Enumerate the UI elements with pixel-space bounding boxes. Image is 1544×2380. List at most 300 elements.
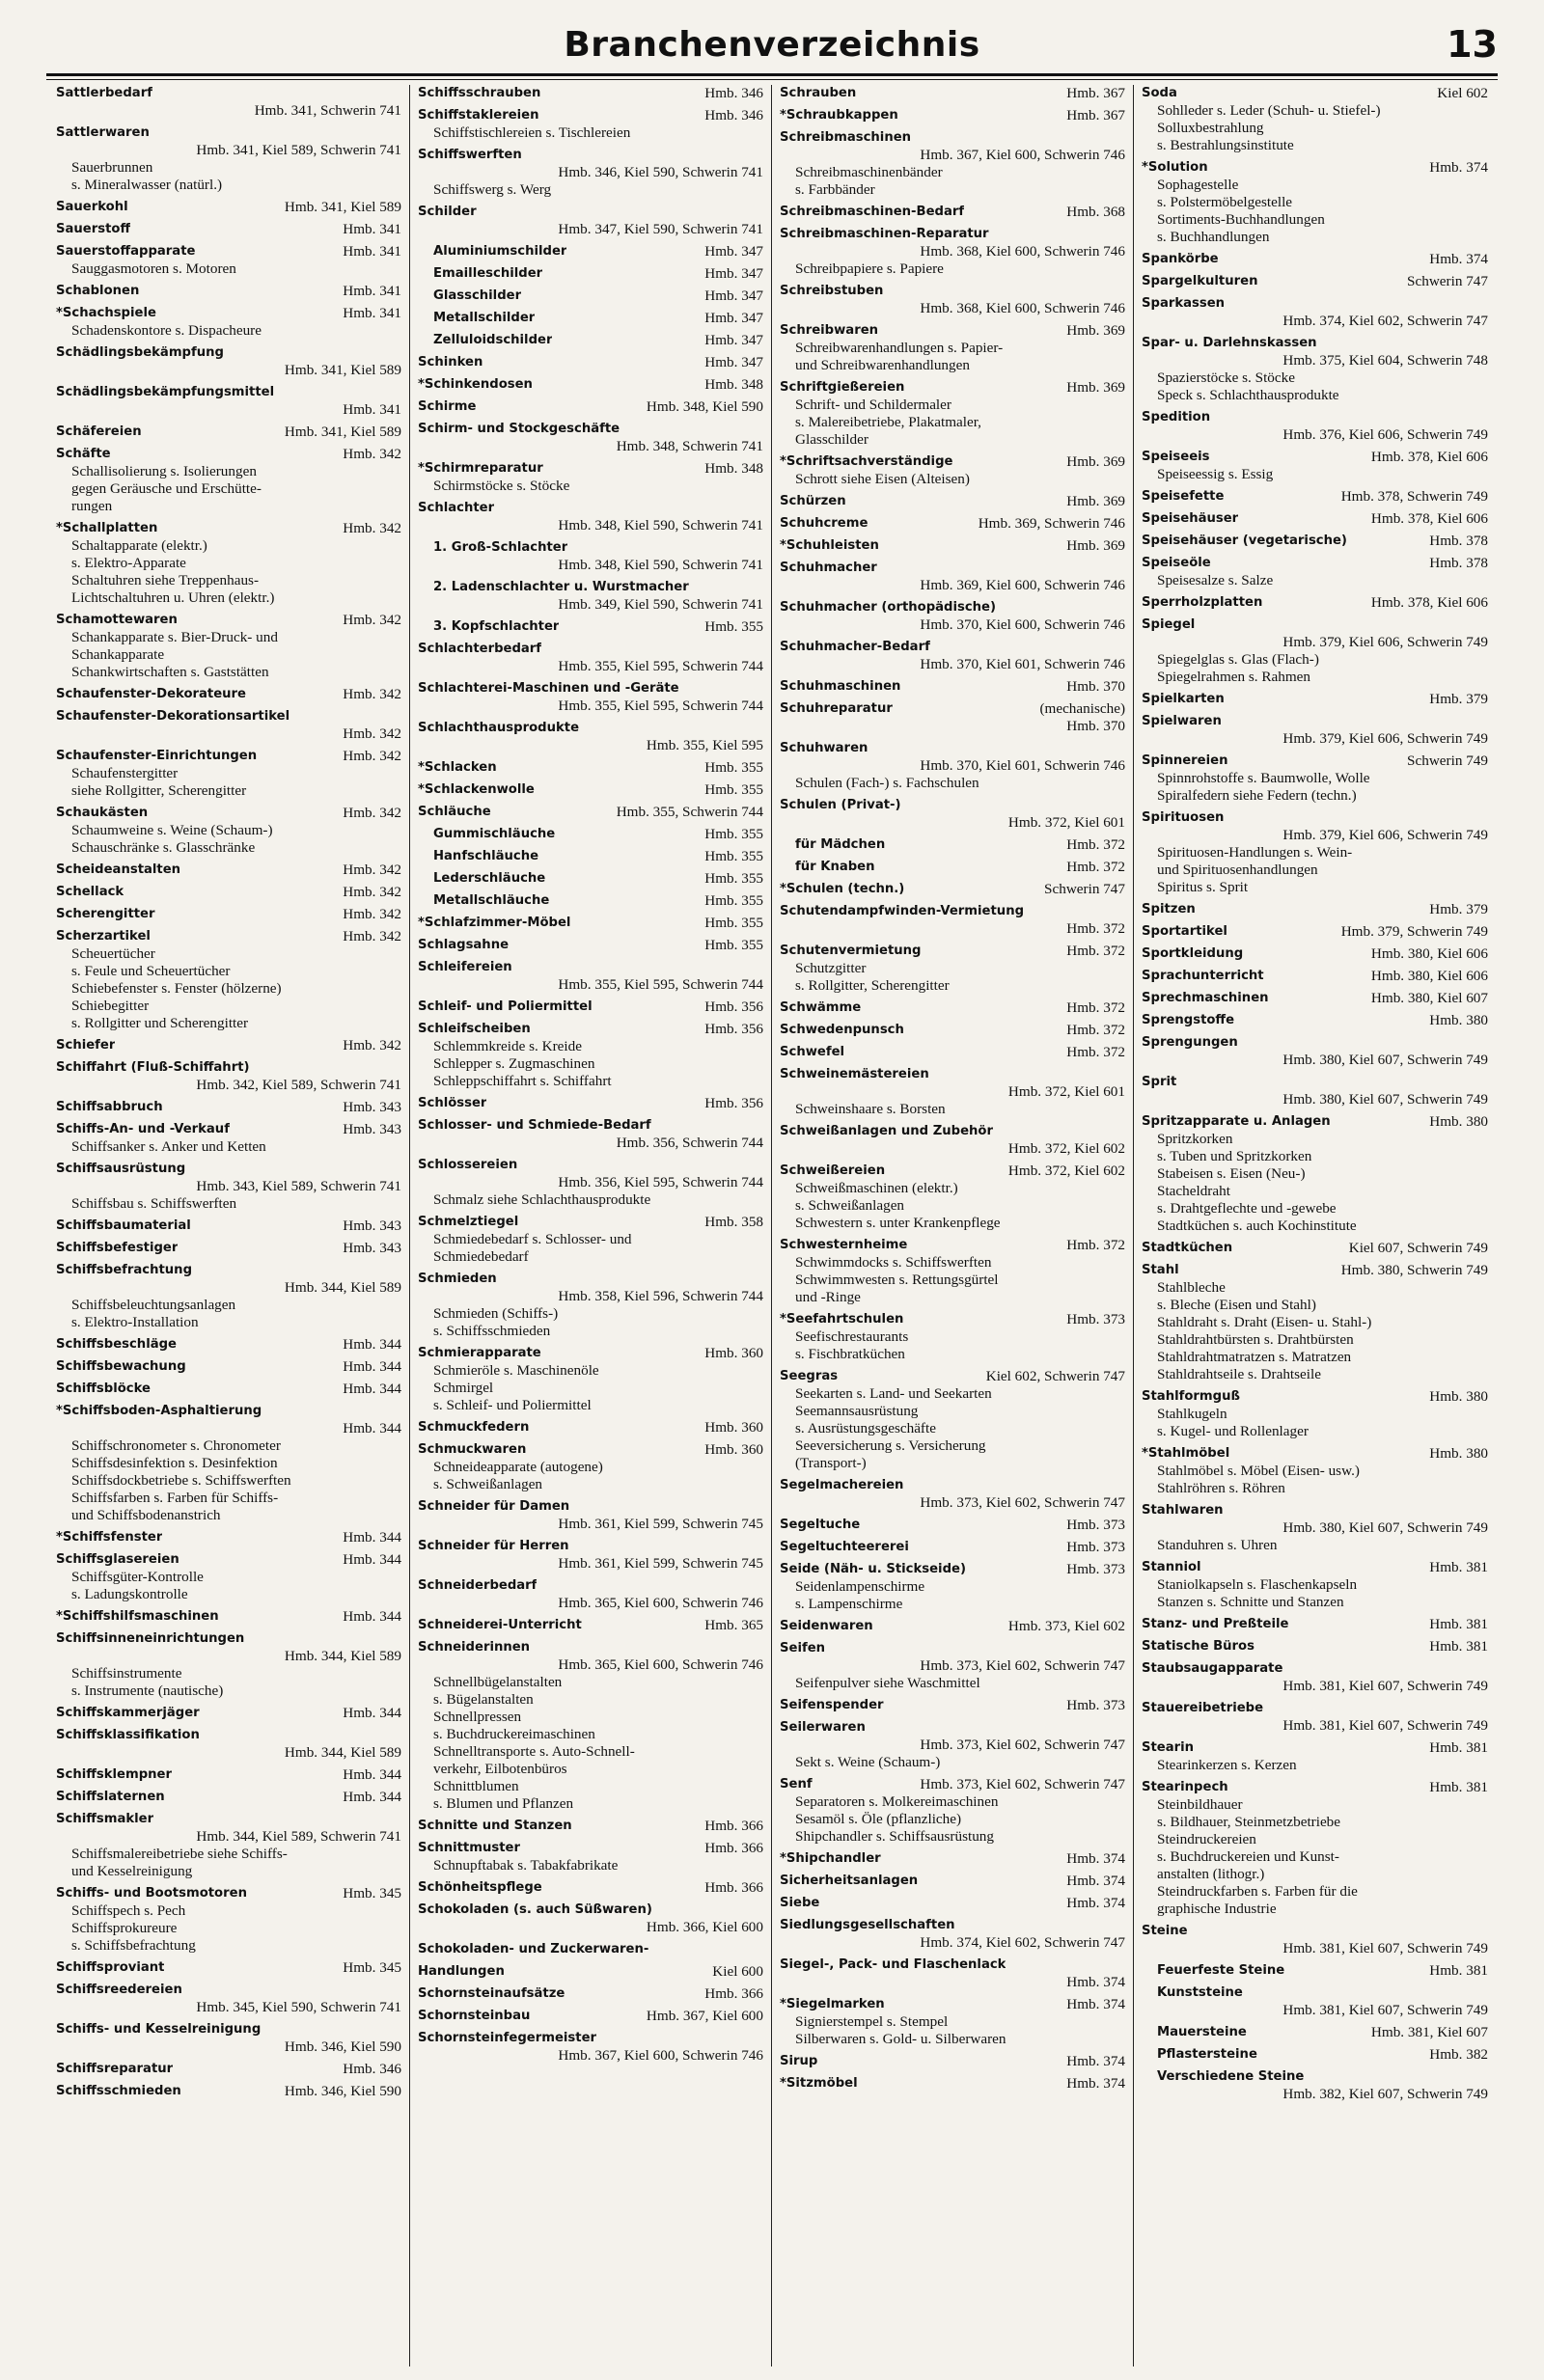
entry-heading: Metallschilder xyxy=(433,311,536,325)
entry-page-ref: Hmb. 345, Kiel 590, Schwerin 741 xyxy=(196,1999,401,2015)
entry-note: Steindruckereien xyxy=(1157,1831,1256,1847)
entry-note: Seemannsausrüstung xyxy=(795,1403,919,1419)
entry-heading-line xyxy=(1142,1074,1488,1091)
directory-entry xyxy=(418,870,763,888)
entry-heading: 1. Groß-Schlachter xyxy=(433,540,568,555)
entry-page-ref: Hmb. 366 xyxy=(704,1985,763,2002)
entry-note: Sauerbrunnen xyxy=(71,159,153,176)
entry-heading: Schmierapparate xyxy=(418,1346,541,1360)
directory-entry xyxy=(780,1539,1125,1556)
entry-note: Schiffspech s. Pech xyxy=(71,1902,186,1919)
entry-heading-line xyxy=(780,1873,1125,1890)
directory-entry xyxy=(418,2030,763,2065)
directory-entry xyxy=(56,124,401,194)
directory-entry xyxy=(418,826,763,843)
entry-heading: Spiegel xyxy=(1142,617,1196,632)
entry-page-ref: Hmb. 342 xyxy=(343,805,401,821)
directory-entry xyxy=(780,678,1125,696)
directory-entry xyxy=(56,85,401,120)
entry-heading-line xyxy=(56,1121,401,1138)
entry-heading: Schiffahrt (Fluß-Schiffahrt) xyxy=(56,1060,250,1075)
entry-page-ref: Hmb. 355 xyxy=(704,618,763,635)
entry-note: s. Blumen und Pflanzen xyxy=(433,1795,574,1812)
entry-page-ref: Hmb. 372 xyxy=(1066,999,1125,1016)
entry-heading: Siedlungsgesellschaften xyxy=(780,1918,955,1932)
entry-heading: Seilerwaren xyxy=(780,1720,866,1735)
header-rule xyxy=(46,73,1498,76)
entry-heading-line xyxy=(780,322,1125,340)
directory-entry xyxy=(418,287,763,305)
directory-entry xyxy=(56,1381,401,1398)
directory-entry xyxy=(780,537,1125,555)
entry-heading-line xyxy=(418,680,763,698)
entry-heading-line xyxy=(1142,1779,1488,1796)
directory-entry xyxy=(56,1099,401,1116)
directory-entry xyxy=(418,1214,763,1266)
entry-heading: Schuhmaschinen xyxy=(780,679,901,694)
entry-note: s. Elektro-Installation xyxy=(71,1314,199,1330)
entry-heading: Schwämme xyxy=(780,1000,862,1015)
entry-heading-line xyxy=(56,1059,401,1077)
entry-heading: Schiffsbefrachtung xyxy=(56,1263,193,1277)
entry-page-ref: Hmb. 344 xyxy=(343,1420,401,1436)
entry-page-ref: Hmb. 378, Kiel 606 xyxy=(1370,594,1488,611)
entry-heading: Schlachterbedarf xyxy=(418,642,542,656)
entry-page-ref: Hmb. 346, Kiel 590, Schwerin 741 xyxy=(558,164,763,180)
entry-heading-line xyxy=(56,2083,401,2100)
entry-heading-line xyxy=(780,1996,1125,2013)
entry-heading: Schreibmaschinen xyxy=(780,130,912,145)
column-4 xyxy=(1134,85,1496,2366)
entry-page-ref: Hmb. 375, Kiel 604, Schwerin 748 xyxy=(1282,352,1488,369)
entry-note: Schmieröle s. Maschinenöle xyxy=(433,1362,599,1379)
entry-heading: Schönheitspflege xyxy=(418,1880,542,1895)
entry-heading: Metallschläuche xyxy=(433,893,550,908)
entry-heading-line xyxy=(56,344,401,362)
entry-heading: Schuhmacher-Bedarf xyxy=(780,640,930,654)
entry-page-ref: Hmb. 366 xyxy=(704,1818,763,1834)
entry-heading-line xyxy=(780,1776,1125,1793)
entry-heading-line xyxy=(418,2008,763,2025)
entry-heading: *Schlafzimmer-Möbel xyxy=(418,916,571,930)
entry-heading: Stahlformguß xyxy=(1142,1389,1240,1404)
entry-page-ref: Hmb. 342 xyxy=(343,612,401,628)
entry-heading: Stauereibetriebe xyxy=(1142,1701,1264,1715)
entry-note: Spinnrohstoffe s. Baumwolle, Wolle xyxy=(1157,770,1370,786)
directory-entry xyxy=(418,1985,763,2003)
entry-page-ref: Hmb. 344, Kiel 589 xyxy=(284,1648,401,1664)
entry-heading: *Shipchandler xyxy=(780,1851,881,1866)
entry-heading-line xyxy=(780,1539,1125,1556)
entry-heading: Schellack xyxy=(56,885,124,899)
entry-page-ref: Hmb. 372 xyxy=(1066,920,1125,937)
directory-entry xyxy=(418,959,763,994)
entry-page-ref: Hmb. 374 xyxy=(1066,1873,1125,1889)
entry-heading: Schäfereien xyxy=(56,424,142,439)
directory-entry xyxy=(780,1022,1125,1039)
directory-entry xyxy=(418,915,763,932)
entry-page-ref: Hmb. 361, Kiel 599, Schwerin 745 xyxy=(558,1555,763,1572)
entry-note: Schnellbügelanstalten xyxy=(433,1674,563,1690)
entry-heading-line xyxy=(780,903,1125,920)
directory-entry xyxy=(1142,1034,1488,1069)
entry-heading: 2. Ladenschlachter u. Wurstmacher xyxy=(433,580,689,594)
entry-note: s. Malereibetriebe, Plakatmaler, xyxy=(795,414,981,430)
entry-heading: Schiffsbaumaterial xyxy=(56,1218,191,1233)
directory-entry xyxy=(780,1895,1125,1912)
entry-heading: Schiffslaternen xyxy=(56,1790,165,1804)
directory-entry xyxy=(418,460,763,495)
entry-page-ref: Hmb. 380 xyxy=(1429,1113,1488,1130)
directory-entry xyxy=(56,906,401,923)
entry-page-ref: Hmb. 381 xyxy=(1429,1739,1488,1756)
entry-page-ref: Hmb. 373, Kiel 602 xyxy=(1007,1618,1125,1634)
entry-page-ref: Hmb. 345 xyxy=(343,1959,401,1976)
entry-heading: *Schiffsboden-Asphaltierung xyxy=(56,1404,262,1418)
entry-heading-line xyxy=(780,943,1125,960)
entry-page-ref: Hmb. 348, Kiel 590 xyxy=(646,398,763,415)
page-header xyxy=(46,21,1498,71)
entry-heading: Seifen xyxy=(780,1641,826,1655)
entry-page-ref: Hmb. 373 xyxy=(1066,1517,1125,1533)
entry-heading: Segelmachereien xyxy=(780,1478,904,1492)
entry-heading: Schneider für Herren xyxy=(418,1539,569,1553)
entry-page-ref: Hmb. 344, Kiel 589 xyxy=(284,1279,401,1296)
entry-page-ref: Hmb. 342 xyxy=(343,748,401,764)
directory-entry xyxy=(418,421,763,455)
entry-note: Schmiedebedarf xyxy=(433,1248,529,1265)
entry-page-ref: Hmb. 373, Kiel 602, Schwerin 747 xyxy=(920,1657,1125,1674)
entry-note: Schiffsinstrumente xyxy=(71,1665,182,1682)
entry-page-ref: Hmb. 361, Kiel 599, Schwerin 745 xyxy=(558,1516,763,1532)
directory-entry xyxy=(1142,488,1488,506)
entry-heading-line xyxy=(418,1117,763,1135)
entry-note: Schiffsanker s. Anker und Ketten xyxy=(71,1138,266,1155)
directory-entry xyxy=(1142,1502,1488,1554)
entry-heading: Schiffsproviant xyxy=(56,1960,165,1975)
directory-entry xyxy=(780,204,1125,221)
entry-note: s. Fischbratküchen xyxy=(795,1346,905,1362)
entry-page-ref: Hmb. 341, Kiel 589 xyxy=(284,424,401,440)
entry-heading-line xyxy=(780,1477,1125,1494)
entry-heading: Scherzartikel xyxy=(56,929,151,944)
entry-page-ref: Hmb. 374 xyxy=(1066,1974,1125,1990)
entry-heading: Schneiderei-Unterricht xyxy=(418,1618,582,1632)
entry-note: Sophagestelle xyxy=(1157,177,1239,193)
entry-heading-line xyxy=(56,805,401,822)
directory-entry xyxy=(1142,945,1488,963)
entry-heading-line xyxy=(418,1818,763,1835)
entry-heading: Schiffsschmieden xyxy=(56,2084,181,2098)
entry-note: Schnellpressen xyxy=(433,1709,522,1725)
entry-heading: Glasschilder xyxy=(433,288,522,303)
entry-note: s. Feule und Scheuertücher xyxy=(71,963,231,979)
directory-entry xyxy=(56,520,401,607)
entry-page-ref: Hmb. 380, Kiel 606 xyxy=(1370,968,1488,984)
entry-heading: Hanfschläuche xyxy=(433,849,539,863)
entry-page-ref: Hmb. 346, Kiel 590 xyxy=(284,2038,401,2055)
directory-entry xyxy=(1142,713,1488,748)
entry-page-ref: Hmb. 367 xyxy=(1066,85,1125,101)
entry-heading: Siebe xyxy=(780,1896,820,1910)
entry-heading: *Seefahrtschulen xyxy=(780,1312,904,1327)
entry-page-ref: Hmb. 367, Kiel 600, Schwerin 746 xyxy=(920,147,1125,163)
entry-heading-line xyxy=(418,354,763,371)
entry-heading-line xyxy=(56,1959,401,1977)
directory-entry xyxy=(1142,1700,1488,1735)
entry-note: s. Lampenschirme xyxy=(795,1596,903,1612)
entry-heading: Schleifereien xyxy=(418,960,512,974)
entry-heading: Schamottewaren xyxy=(56,613,178,627)
entry-note: s. Bügelanstalten xyxy=(433,1691,534,1708)
entry-note: s. Drahtgeflechte und -gewebe xyxy=(1157,1200,1337,1217)
directory-entry xyxy=(780,1618,1125,1635)
entry-heading: Schweißanlagen und Zubehör xyxy=(780,1124,994,1138)
entry-heading-line xyxy=(1142,335,1488,352)
entry-heading-line xyxy=(780,1640,1125,1657)
entry-page-ref: Hmb. 374 xyxy=(1429,159,1488,176)
entry-note: Schnupftabak s. Tabakfabrikate xyxy=(433,1857,619,1874)
directory-entry xyxy=(780,1640,1125,1692)
entry-heading-line xyxy=(1142,2046,1488,2064)
entry-page-ref: Hmb. 378, Schwerin 749 xyxy=(1340,488,1488,505)
entry-page-ref: Hmb. 356 xyxy=(704,999,763,1015)
directory-entry xyxy=(56,1240,401,1257)
directory-entry xyxy=(418,1095,763,1112)
entry-heading-line xyxy=(1142,1445,1488,1463)
directory-entry xyxy=(780,107,1125,124)
entry-heading: Schornsteinbau xyxy=(418,2009,531,2023)
entry-page-ref: Hmb. 345 xyxy=(343,1885,401,1901)
entry-page-ref: Hmb. 344 xyxy=(343,1551,401,1568)
entry-note: Schlepper s. Zugmaschinen xyxy=(433,1055,595,1072)
entry-page-ref: Kiel 602, Schwerin 747 xyxy=(985,1368,1125,1384)
entry-heading: Stanniol xyxy=(1142,1560,1201,1574)
entry-page-ref: Hmb. 347 xyxy=(704,332,763,348)
entry-heading-line xyxy=(1142,488,1488,506)
entry-note: Stahlröhren s. Röhren xyxy=(1157,1480,1285,1496)
entry-page-ref: Hmb. 381, Kiel 607, Schwerin 749 xyxy=(1282,1678,1488,1694)
entry-page-ref: Hmb. 346 xyxy=(704,107,763,123)
entry-heading: Schuhwaren xyxy=(780,741,868,755)
entry-heading: Seidenwaren xyxy=(780,1619,873,1633)
entry-page-ref: Hmb. 341, Kiel 589 xyxy=(284,199,401,215)
entry-heading-line xyxy=(418,1901,763,1919)
entry-heading-line xyxy=(56,384,401,401)
directory-entry xyxy=(418,1941,763,1958)
entry-heading-line xyxy=(1142,1700,1488,1717)
entry-heading: Schleifscheiben xyxy=(418,1022,531,1036)
entry-heading-line xyxy=(418,1157,763,1174)
entry-note: Stadtküchen s. auch Kochinstitute xyxy=(1157,1217,1357,1234)
entry-heading-line xyxy=(418,1617,763,1634)
entry-heading: Schneiderbedarf xyxy=(418,1578,538,1593)
entry-heading-line xyxy=(780,1311,1125,1328)
entry-note: s. Mineralwasser (natürl.) xyxy=(71,177,223,193)
entry-note: s. Schweißanlagen xyxy=(433,1476,543,1492)
entry-heading-line xyxy=(780,1022,1125,1039)
directory-entry xyxy=(56,1630,401,1700)
entry-heading-line xyxy=(418,398,763,416)
entry-heading: Stearinpech xyxy=(1142,1780,1228,1794)
directory-entry xyxy=(56,1121,401,1156)
entry-note: Schmieden (Schiffs-) xyxy=(433,1305,559,1322)
entry-heading-line xyxy=(1142,752,1488,770)
entry-heading-line xyxy=(56,1037,401,1054)
entry-heading-line xyxy=(56,1358,401,1376)
entry-heading-line xyxy=(780,881,1125,898)
directory-entry xyxy=(780,1044,1125,1061)
directory-entry xyxy=(780,1311,1125,1363)
entry-note: Schreibpapiere s. Papiere xyxy=(795,260,944,277)
directory-entry xyxy=(780,903,1125,938)
entry-page-ref: Hmb. 358 xyxy=(704,1214,763,1230)
entry-heading: Schiffskammerjäger xyxy=(56,1706,200,1720)
directory-entry xyxy=(418,332,763,349)
entry-heading-line xyxy=(56,1608,401,1626)
entry-heading: Verschiedene Steine xyxy=(1157,2069,1305,2084)
entry-note: Spiralfedern siehe Federn (techn.) xyxy=(1157,787,1357,804)
entry-note: Speck s. Schlachthausprodukte xyxy=(1157,387,1339,403)
entry-page-ref: Hmb. 346 xyxy=(343,2061,401,2077)
entry-note: Shipchandler s. Schiffsausrüstung xyxy=(795,1828,994,1845)
entry-note: Standuhren s. Uhren xyxy=(1157,1537,1278,1553)
directory-entry xyxy=(1142,809,1488,896)
entry-page-ref: Hmb. 380, Kiel 607, Schwerin 749 xyxy=(1282,1052,1488,1068)
directory-entry xyxy=(1142,1779,1488,1918)
entry-note: Schreibmaschinenbänder xyxy=(795,164,943,180)
entry-note: Schankwirtschaften s. Gaststätten xyxy=(71,664,269,680)
entry-heading: Segeltuchteererei xyxy=(780,1540,909,1554)
entry-note: graphische Industrie xyxy=(1157,1901,1277,1917)
directory-entry xyxy=(1142,273,1488,290)
directory-entry xyxy=(56,748,401,800)
entry-heading-line xyxy=(56,2061,401,2078)
entry-note: Stahldrahtmatratzen s. Matratzen xyxy=(1157,1349,1352,1365)
entry-heading-line xyxy=(56,446,401,463)
entry-heading: Sportartikel xyxy=(1142,924,1227,939)
directory-entry xyxy=(418,720,763,754)
directory-entry xyxy=(780,599,1125,634)
entry-note: Schankapparate s. Bier-Druck- und xyxy=(71,629,278,645)
entry-page-ref: Hmb. 372 xyxy=(1066,1022,1125,1038)
entry-note: Schiffsdockbetriebe s. Schiffswerften xyxy=(71,1472,291,1489)
entry-heading: Spankörbe xyxy=(1142,252,1219,266)
entry-page-ref: Hmb. 346, Kiel 590 xyxy=(284,2083,401,2099)
entry-page-ref: Hmb. 369 xyxy=(1066,493,1125,509)
directory-entry xyxy=(780,1873,1125,1890)
directory-entry xyxy=(780,1697,1125,1714)
entry-heading: Soda xyxy=(1142,86,1177,100)
directory-entry xyxy=(56,305,401,340)
entry-heading-line xyxy=(56,2021,401,2038)
entry-heading: Stearin xyxy=(1142,1740,1195,1755)
directory-entry xyxy=(56,199,401,216)
directory-entry xyxy=(780,1368,1125,1472)
entry-heading-line xyxy=(418,1538,763,1555)
entry-page-ref: Hmb. 355, Schwerin 744 xyxy=(616,804,763,820)
entry-heading-line xyxy=(780,1368,1125,1385)
entry-heading: Schiffsschrauben xyxy=(418,86,541,100)
entry-page-ref: Hmb. 381 xyxy=(1429,1638,1488,1655)
entry-heading: Schinken xyxy=(418,355,483,369)
entry-heading-line xyxy=(1142,594,1488,612)
entry-heading-line xyxy=(56,686,401,703)
entry-heading: Schiffsbewachung xyxy=(56,1359,186,1374)
entry-heading: Sperrholzplatten xyxy=(1142,595,1263,610)
directory-entry xyxy=(780,2075,1125,2093)
entry-heading-line xyxy=(56,283,401,300)
entry-heading-line xyxy=(56,221,401,238)
directory-entry xyxy=(1142,335,1488,404)
entry-heading: Schiffsbeschläge xyxy=(56,1337,177,1352)
entry-note: Schleppschiffahrt s. Schiffahrt xyxy=(433,1073,612,1089)
entry-heading-line xyxy=(780,2053,1125,2070)
entry-page-ref: Hmb. 348, Kiel 590, Schwerin 741 xyxy=(558,557,763,573)
directory-entry xyxy=(1142,295,1488,330)
entry-note: Schauschränke s. Glasschränke xyxy=(71,839,256,856)
entry-note: Schiebegitter xyxy=(71,998,150,1014)
entry-page-ref: Hmb. 342 xyxy=(343,862,401,878)
entry-page-ref: Hmb. 374 xyxy=(1066,1895,1125,1911)
entry-heading: Schiffstaklereien xyxy=(418,108,539,123)
entry-note: gegen Geräusche und Erschütte- xyxy=(71,480,262,497)
directory-entry xyxy=(418,2008,763,2025)
entry-heading-line xyxy=(418,147,763,164)
entry-note: Schmirgel xyxy=(433,1380,494,1396)
directory-entry xyxy=(56,1608,401,1626)
entry-note: Stanzen s. Schnitte und Stanzen xyxy=(1157,1594,1344,1610)
entry-heading: Schwesternheime xyxy=(780,1238,908,1252)
entry-heading-line xyxy=(1142,251,1488,268)
entry-heading-line xyxy=(418,848,763,865)
entry-page-ref: Hmb. 356, Schwerin 744 xyxy=(616,1135,763,1151)
directory-entry xyxy=(418,781,763,799)
directory-entry xyxy=(418,1538,763,1573)
directory-entry xyxy=(56,884,401,901)
entry-heading: Schiffsreparatur xyxy=(56,2062,174,2076)
entry-heading-line xyxy=(56,1811,401,1828)
entry-heading-line xyxy=(418,500,763,517)
directory-entry xyxy=(780,700,1125,735)
entry-heading: Schiffsbefestiger xyxy=(56,1241,179,1255)
entry-heading: Spedition xyxy=(1142,410,1211,424)
entry-heading-line xyxy=(1142,1012,1488,1029)
entry-note: Schmiedebedarf s. Schlosser- und xyxy=(433,1231,632,1247)
entry-note: Scheuertücher xyxy=(71,945,155,962)
entry-heading: Stadtküchen xyxy=(1142,1241,1233,1255)
entry-heading: Schilder xyxy=(418,205,477,219)
entry-heading-line xyxy=(780,1044,1125,1061)
entry-page-ref: Hmb. 356, Kiel 595, Schwerin 744 xyxy=(558,1174,763,1190)
entry-note: Seekarten s. Land- und Seekarten xyxy=(795,1385,992,1402)
entry-page-ref: Hmb. 344 xyxy=(343,1766,401,1783)
entry-heading-line xyxy=(418,1639,763,1656)
entry-heading-line xyxy=(418,1985,763,2003)
entry-heading: Schmuckfedern xyxy=(418,1420,530,1435)
entry-page-ref: Hmb. 370, Kiel 600, Schwerin 746 xyxy=(920,616,1125,633)
entry-heading-line xyxy=(1142,713,1488,730)
entry-page-ref: Hmb. 341, Kiel 589 xyxy=(284,362,401,378)
directory-entry xyxy=(1142,85,1488,154)
entry-page-ref: Hmb. 344, Kiel 589, Schwerin 741 xyxy=(196,1828,401,1845)
entry-page-ref: Hmb. 355 xyxy=(704,915,763,931)
entry-heading: 3. Kopfschlachter xyxy=(433,619,560,634)
entry-heading: Sprachunterricht xyxy=(1142,969,1264,983)
entry-page-ref: Hmb. 381 xyxy=(1429,1962,1488,1979)
entry-heading: Schiffsreedereien xyxy=(56,1983,182,1997)
entry-page-ref: Hmb. 372 xyxy=(1066,1044,1125,1060)
